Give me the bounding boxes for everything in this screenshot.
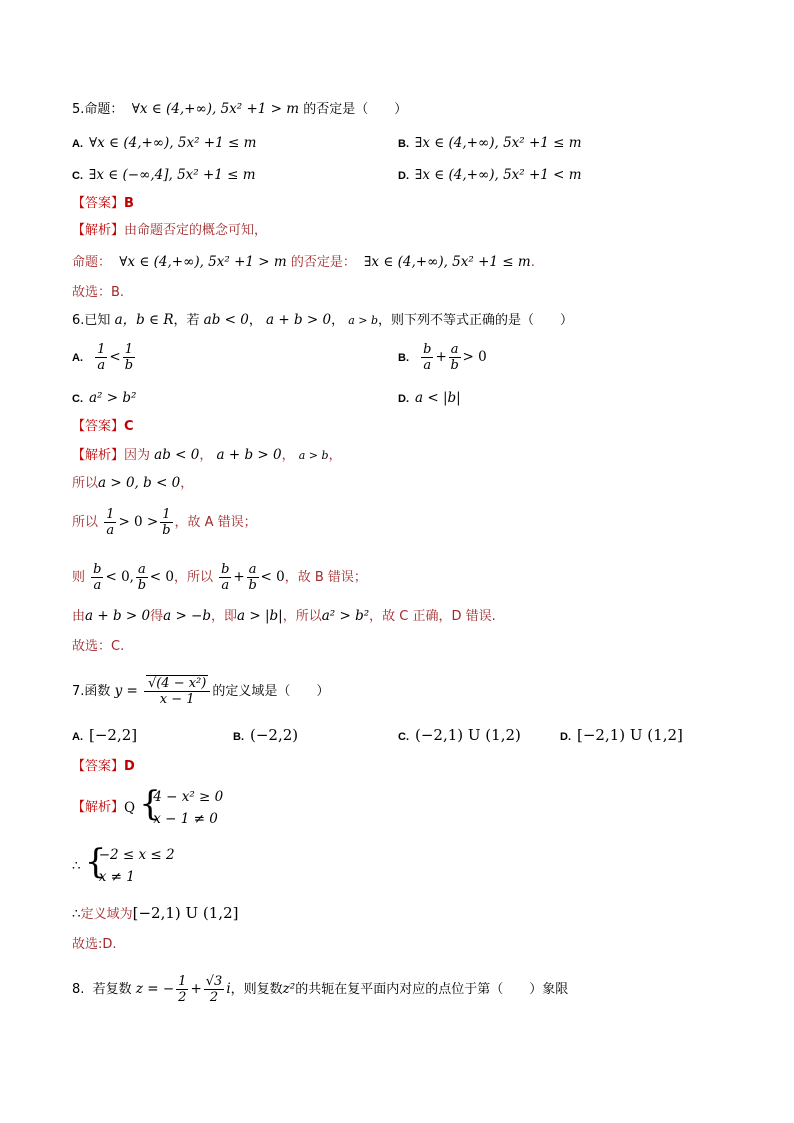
- q7-option-d: D. [−2,1) U (1,2]: [560, 726, 683, 744]
- q5-option-c: C. ∃x ∈ (−∞,4], 5x² +1 ≤ m: [72, 167, 256, 183]
- q5-conclusion: 故选：B.: [72, 285, 125, 300]
- q5-option-a: A. ∀x ∈ (4,+∞), 5x² +1 ≤ m: [72, 135, 257, 151]
- q7-answer: 【答案】D: [72, 759, 135, 774]
- q5-option-b: B. ∃x ∈ (4,+∞), 5x² +1 ≤ m: [398, 135, 582, 151]
- q7-conclusion: 故选:D.: [72, 937, 117, 952]
- q7-option-c: C. (−2,1) U (1,2): [398, 726, 521, 744]
- q7-domain: ∴定义域为[−2,1) U (1,2]: [72, 904, 239, 922]
- q6-option-a: A. $\frac{1}{a}$ < $\frac{1}{b}$: [72, 342, 134, 373]
- q5-answer: 【答案】B: [72, 196, 134, 211]
- q6-analysis-line2: 所以a > 0, b < 0，: [72, 475, 194, 491]
- q6-analysis-line3: 所以 $\frac{1}{a}$ > 0 > $\frac{1}{b}$ ，故 A 错误；: [72, 507, 257, 538]
- q5-number: 5.: [72, 102, 85, 117]
- q5-analysis-line2: 命题： ∀x ∈ (4,+∞), 5x² +1 > m 的否定是： ∃x ∈ (4,+∞), 5x² +1 ≤ m.: [72, 254, 535, 270]
- q7-stem: 7.函数 y = $\frac{\text{√(4 − x²)}}{x - 1}$ 的定义域是（ ）: [72, 676, 330, 707]
- q6-conclusion: 故选：C.: [72, 639, 125, 654]
- q7-analysis-system1: 【解析】Q { 4 − x² ≥ 0 x − 1 ≠ 0: [72, 786, 223, 830]
- q5-stem: 5.命题： ∀x ∈ (4,+∞), 5x² +1 > m 的否定是（ ）: [72, 101, 408, 117]
- q7-system2: { −2 ≤ x ≤ 2 x ≠ 1: [84, 842, 175, 885]
- q6-stem: 6.已知 a，b ∈ R，若 ab < 0， a + b > 0， a > b，则下列不等式正确的是（ ）: [72, 312, 574, 328]
- q6-option-d: D. a < |b|: [398, 390, 461, 406]
- q5-option-d: D. ∃x ∈ (4,+∞), 5x² +1 < m: [398, 167, 582, 183]
- q7-option-b: B. (−2,2): [233, 726, 299, 744]
- q6-option-c: C. a² > b²: [72, 390, 137, 406]
- q6-analysis-line4: 则 $\frac{b}{a}$ < 0, $\frac{a}{b}$ < 0，所以 $\frac{b}{a}$ + $\frac{a}{b}$ < 0，故 B 错误；: [72, 562, 367, 593]
- q8-stem: 8. 若复数 z = − $\frac{1}{2}$ + $\frac{√3}{2}$ i，则复数z²的共轭在复平面内对应的点位于第（ ）象限: [72, 974, 569, 1005]
- q6-answer: 【答案】C: [72, 419, 134, 434]
- q5-analysis: 【解析】由命题否定的概念可知，: [72, 223, 268, 238]
- q5-stem-math: ∀x ∈ (4,+∞), 5x² +1 > m: [131, 101, 300, 117]
- q6-option-b: B. $\frac{b}{a}$ + $\frac{a}{b}$ > 0: [398, 342, 487, 373]
- q7-system1: { 4 − x² ≥ 0 x − 1 ≠ 0: [139, 784, 224, 827]
- q6-analysis-line1: 【解析】因为 ab < 0， a + b > 0， a > b，: [72, 447, 342, 463]
- q7-analysis-system2: ∴ { −2 ≤ x ≤ 2 x ≠ 1: [72, 844, 175, 888]
- q7-option-a: A. [−2,2]: [72, 726, 138, 744]
- q6-analysis-line5: 由a + b > 0得a > −b，即a > |b|，所以a² > b²，故 C 正确，D 错误.: [72, 608, 496, 624]
